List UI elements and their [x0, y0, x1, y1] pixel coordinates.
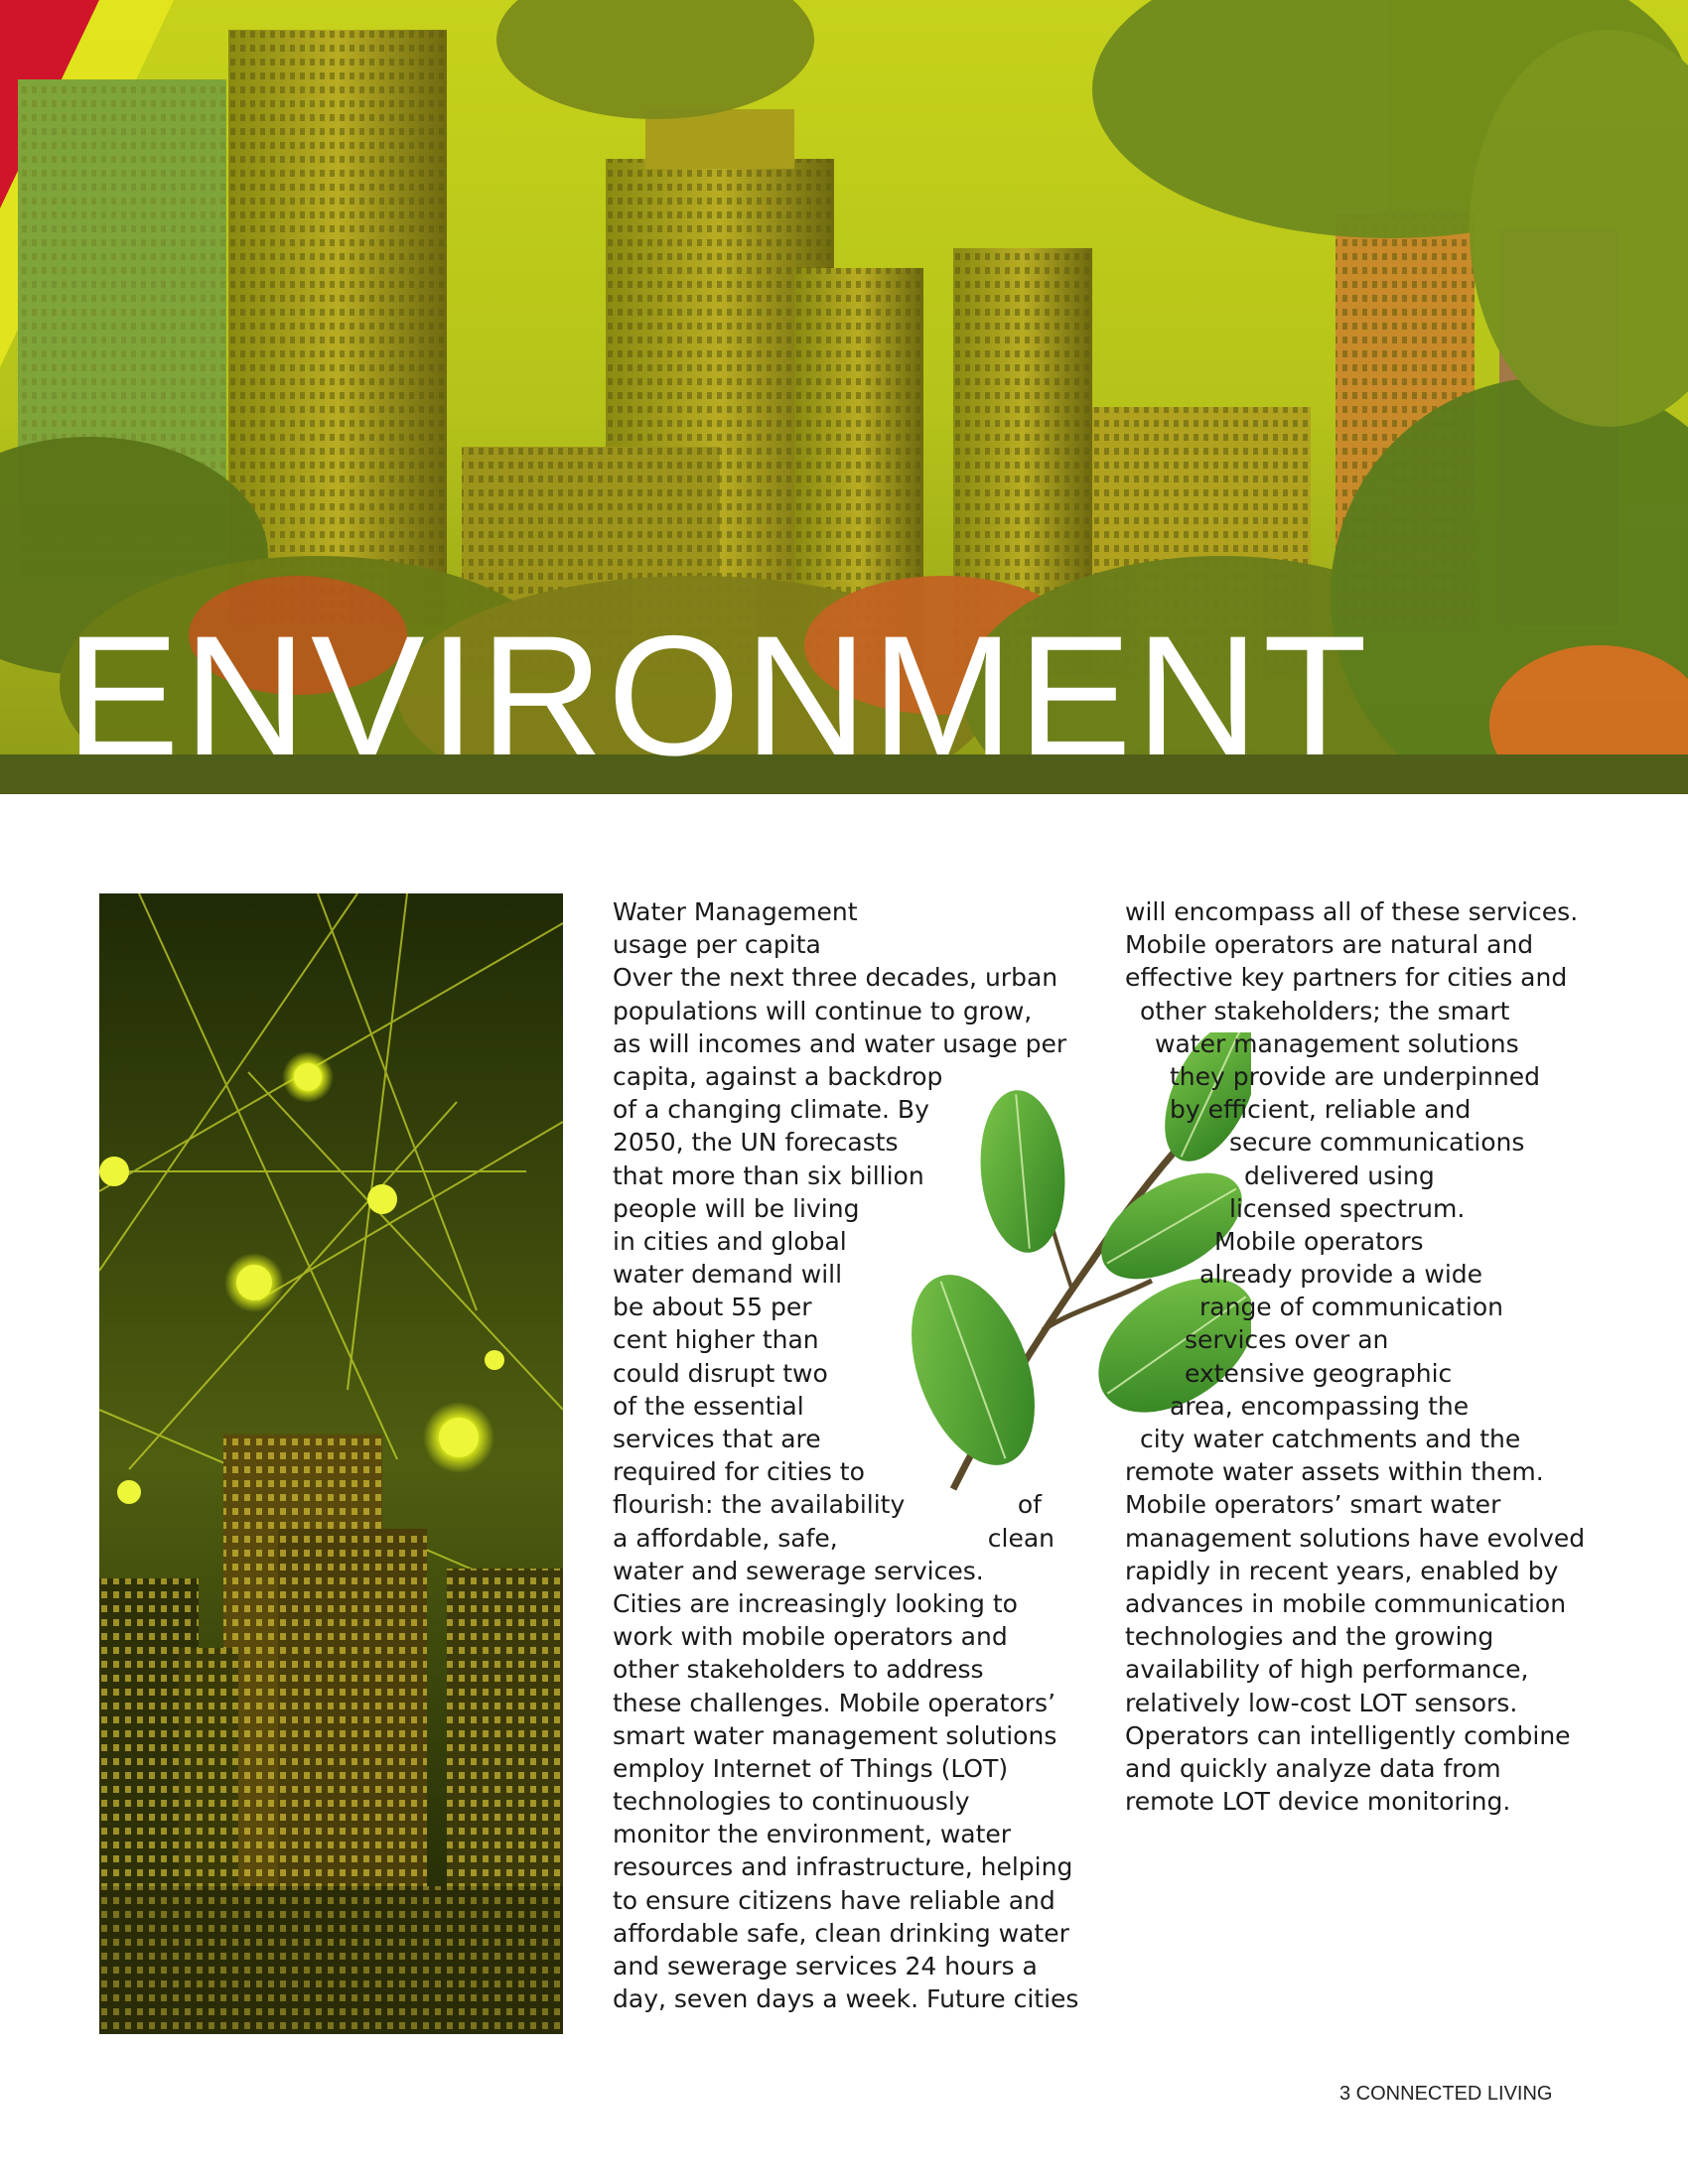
text-line-content: water and sewerage services.: [613, 1556, 984, 1585]
text-line-content: city water catchments and the: [1140, 1425, 1521, 1453]
text-line-content: monitor the environment, water: [613, 1820, 1012, 1849]
text-line-content: they provide are underpinned: [1170, 1061, 1540, 1091]
text-line: [1125, 1126, 1592, 1159]
text-line: [1125, 895, 1592, 928]
text-line-content: relatively low-cost LOT sensors.: [1125, 1688, 1518, 1717]
page-footer: 3 CONNECTED LIVING: [1339, 2083, 1553, 2105]
text-line: [1125, 1785, 1592, 1818]
text-line: [1125, 1653, 1592, 1686]
text-line-content: will encompass all of these services.: [1125, 897, 1579, 926]
text-line: [613, 1455, 1079, 1488]
text-line: [613, 1785, 1079, 1818]
text-line-content: of a changing climate. By: [613, 1095, 929, 1125]
text-line: [1125, 928, 1592, 961]
text-line-content: employ Internet of Things (LOT): [613, 1753, 1009, 1783]
text-line-content: in cities and global: [613, 1226, 847, 1256]
text-line: [1125, 1620, 1592, 1653]
text-line-content: and quickly analyze data from: [1125, 1753, 1501, 1783]
text-line: [1125, 1225, 1592, 1258]
text-line: [613, 995, 1079, 1027]
text-line-content: other stakeholders to address: [613, 1655, 984, 1685]
text-line-content: capita, against a backdrop: [613, 1061, 943, 1091]
text-line: [1125, 1587, 1592, 1620]
network-city-image: [99, 893, 563, 2034]
text-line: [613, 1291, 1079, 1323]
text-line: [613, 1950, 1079, 1982]
text-line: [1125, 1687, 1592, 1719]
text-line: [613, 1357, 1079, 1390]
text-line: [1125, 1488, 1592, 1521]
text-line-content: a affordable, safe,: [613, 1523, 838, 1553]
body-text-column-right: [1125, 895, 1592, 1818]
text-line-content: required for cities to: [613, 1457, 865, 1487]
text-line: [1125, 1192, 1592, 1225]
text-line-content: Operators can intelligently combine: [1125, 1720, 1571, 1750]
text-line-content: that more than six billion: [613, 1160, 924, 1190]
text-line: [1125, 1357, 1592, 1390]
text-line-content: work with mobile operators and: [613, 1622, 1008, 1652]
text-line-content: be about 55 per: [613, 1293, 812, 1322]
text-line: [613, 1192, 1079, 1225]
text-line: [613, 961, 1079, 994]
text-line: [1125, 1093, 1592, 1126]
text-line: [613, 1423, 1079, 1455]
text-line: [1125, 1423, 1592, 1455]
text-line-content: remote LOT device monitoring.: [1125, 1787, 1511, 1817]
text-line: [613, 1488, 1079, 1521]
text-line-content: people will be living: [613, 1193, 860, 1223]
text-line-content: management solutions have evolved: [1125, 1523, 1586, 1553]
text-line: [1125, 1160, 1592, 1192]
text-line: [1125, 1323, 1592, 1356]
text-line-content: Cities are increasingly looking to: [613, 1588, 1018, 1618]
text-line: [613, 895, 1079, 928]
text-line: [613, 1719, 1079, 1752]
text-line-content: licensed spectrum.: [1229, 1193, 1466, 1223]
text-line: [613, 1060, 1079, 1093]
text-line-content: Mobile operators: [1214, 1226, 1424, 1256]
text-line: [1125, 1390, 1592, 1423]
text-line-content: as will incomes and water usage per: [613, 1028, 1067, 1058]
text-line-content: extensive geographic: [1185, 1358, 1453, 1388]
text-line-content: these challenges. Mobile operators’: [613, 1688, 1056, 1717]
text-line: [613, 1027, 1079, 1060]
text-line: [613, 1818, 1079, 1850]
text-line: [613, 1225, 1079, 1258]
text-line: [613, 1884, 1079, 1917]
text-line: [1125, 1752, 1592, 1785]
text-line: [613, 1126, 1079, 1159]
text-line: [1125, 995, 1592, 1027]
text-line-content: technologies to continuously: [613, 1787, 970, 1817]
text-line-content: already provide a wide: [1199, 1260, 1483, 1290]
text-line-content: could disrupt two: [613, 1358, 828, 1388]
text-line-content: availability of high performance,: [1125, 1655, 1529, 1685]
text-line-content: rapidly in recent years, enabled by: [1125, 1556, 1559, 1585]
hero-banner: [0, 0, 1688, 794]
text-line-content: affordable safe, clean drinking water: [613, 1918, 1069, 1948]
text-line-content: other stakeholders; the smart: [1140, 996, 1510, 1025]
text-line-content: secure communications: [1229, 1128, 1525, 1158]
text-line-content: and sewerage services 24 hours a: [613, 1952, 1038, 1980]
text-line: [1125, 1258, 1592, 1291]
text-line-content: technologies and the growing: [1125, 1622, 1494, 1652]
text-line-content: effective key partners for cities and: [1125, 963, 1568, 993]
text-line: [613, 1752, 1079, 1785]
text-line-content: smart water management solutions: [613, 1720, 1057, 1750]
text-line-content: remote water assets within them.: [1125, 1457, 1544, 1487]
text-line: [613, 1982, 1079, 2015]
text-line-content: water management solutions: [1155, 1028, 1519, 1058]
text-line: [613, 1093, 1079, 1126]
text-line: [1125, 1027, 1592, 1060]
text-line: [1125, 1555, 1592, 1587]
text-line-content: delivered using: [1244, 1160, 1435, 1190]
text-line: [1125, 1291, 1592, 1323]
text-line-content: to ensure citizens have reliable and: [613, 1885, 1055, 1915]
text-line-content: range of communication: [1199, 1293, 1504, 1322]
text-line: [613, 1587, 1079, 1620]
page-title: ENVIRONMENT: [66, 601, 1371, 791]
text-line: [1125, 1060, 1592, 1093]
text-line: [613, 928, 1079, 961]
text-line: [613, 1323, 1079, 1356]
text-line: [613, 1390, 1079, 1423]
text-line-content: Mobile operators are natural and: [1125, 930, 1534, 960]
text-line-content: flourish: the availability: [613, 1490, 906, 1520]
text-line: [613, 1917, 1079, 1950]
text-line: [613, 1160, 1079, 1192]
text-line-content: advances in mobile communication: [1125, 1588, 1567, 1618]
text-line: [1125, 1719, 1592, 1752]
text-line: [613, 1653, 1079, 1686]
text-line-content: day, seven days a week. Future cities: [613, 1984, 1079, 2014]
text-line: [613, 1258, 1079, 1291]
text-line-content: Mobile operators’ smart water: [1125, 1490, 1501, 1520]
text-line-content: by efficient, reliable and: [1170, 1095, 1472, 1125]
text-line: [613, 1620, 1079, 1653]
text-line-right: of: [1017, 1490, 1042, 1520]
text-line-content: resources and infrastructure, helping: [613, 1852, 1073, 1882]
text-line: [1125, 1455, 1592, 1488]
text-line: [1125, 1522, 1592, 1555]
text-line-content: services that are: [613, 1425, 821, 1453]
text-line: [613, 1687, 1079, 1719]
text-line-content: water demand will: [613, 1260, 843, 1290]
text-line-content: area, encompassing the: [1170, 1391, 1470, 1421]
text-line-content: Over the next three decades, urban: [613, 963, 1058, 993]
text-line-content: Water Management: [613, 897, 858, 926]
text-line-content: 2050, the UN forecasts: [613, 1128, 899, 1158]
body-text-column-left: [613, 895, 1079, 2015]
text-line-content: of the essential: [613, 1391, 804, 1421]
text-line-right: clean: [987, 1523, 1055, 1553]
text-line-content: services over an: [1185, 1325, 1389, 1355]
text-line: [613, 1522, 1079, 1555]
text-line: [613, 1850, 1079, 1883]
text-line-content: populations will continue to grow,: [613, 996, 1033, 1025]
text-line-content: cent higher than: [613, 1325, 819, 1355]
text-line: [1125, 961, 1592, 994]
text-line: [613, 1555, 1079, 1587]
text-line-content: usage per capita: [613, 930, 821, 960]
